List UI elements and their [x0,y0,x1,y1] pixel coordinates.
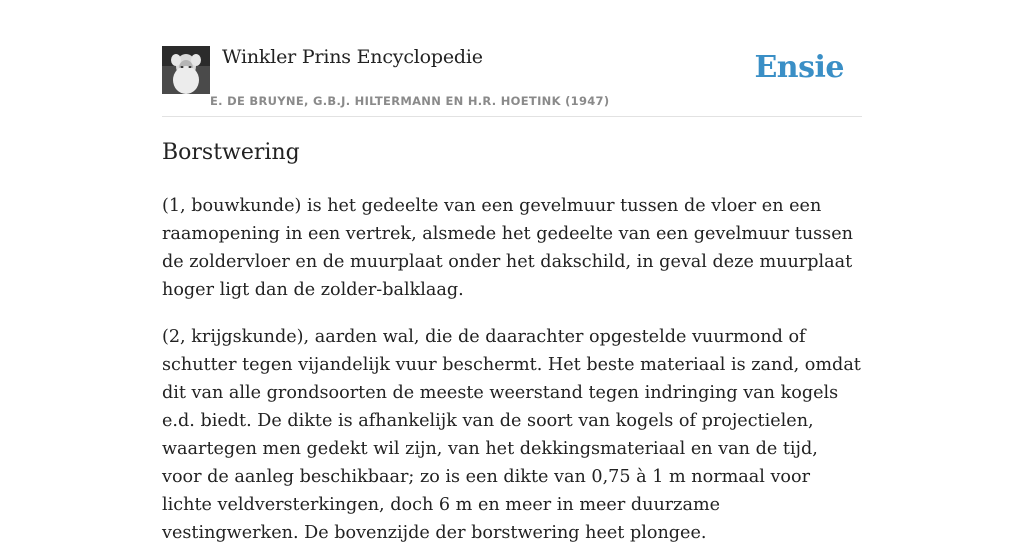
entry-paragraph-1: (1, bouwkunde) is het gedeelte van een gevelmuur tussen de vloer en een raamopening in een vertrek, alsmede het gedeelte van een gevelmuur tussen de zoldervloer en de muurplaat onder het dakschild, in geval deze muurplaat hoger ligt dan de zolder-balklaag. [162,196,853,300]
page-container [162,0,862,543]
portrait-photo-icon [162,46,210,94]
source-header [162,0,862,117]
ensie-logo-link[interactable]: Ensie [754,50,844,85]
source-authors: E. DE BRUYNE, G.B.J. HILTERMANN EN H.R. HOETINK (1947) [210,94,610,108]
entry-title: Borstwering [162,140,300,165]
source-title[interactable]: Winkler Prins Encyclopedie [222,46,483,68]
entry-paragraph-2: (2, krijgskunde), aarden wal, die de daarachter opgestelde vuurmond of schutter tegen vijandelijk vuur beschermt. Het beste materiaal is zand, omdat dit van alle grondsoorten de meeste weerstand tegen indringing van kogels e.d. biedt. De dikte is afhankelijk van de soort van kogels of projectielen, waartegen men gedekt wil zijn, van het dekkingsmateriaal en van de tijd, voor de aanleg beschikbaar; zo is een dikte van 0,75 à 1 m normaal voor lichte veldversterkingen, doch 6 m en meer in meer duurzame vestingwerken. De bovenzijde der borstwering heet plongee. [162,327,861,543]
